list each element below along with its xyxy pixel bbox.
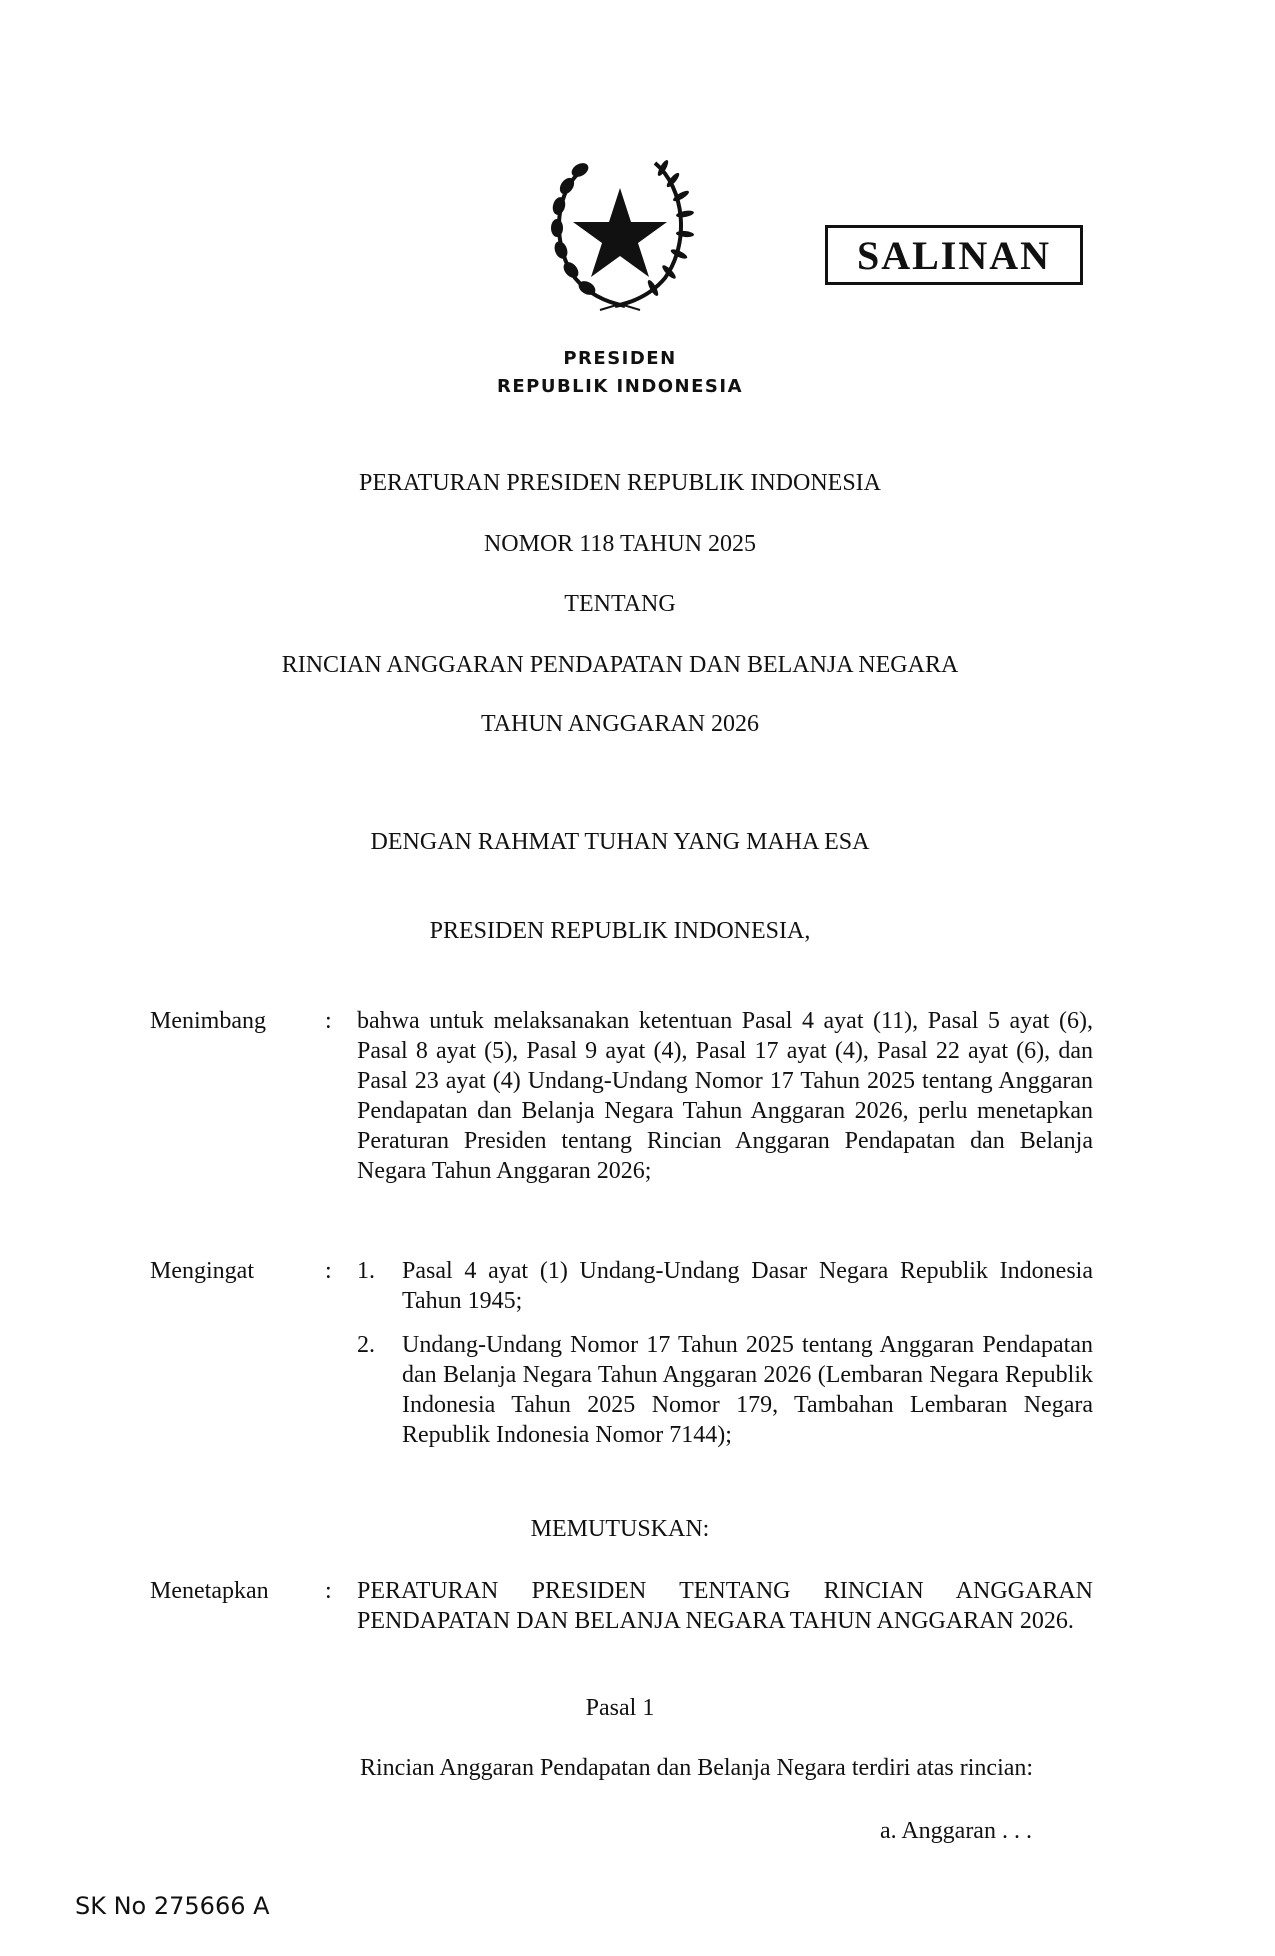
mengingat-item-2-text: Undang-Undang Nomor 17 Tahun 2025 tentang Anggaran Pendapatan dan Belanja Negara Tahun Anggaran 2026 (Lembaran Negara Republik Indonesia Tahun 2025 Nomor 179, Tambahan Lembaran Negara Republik Indonesia Nomor 7144);	[402, 1332, 1093, 1448]
menetapkan-label: Menetapkan	[150, 1578, 269, 1604]
mengingat-item-1-text: Pasal 4 ayat (1) Undang-Undang Dasar Negara Republik Indonesia Tahun 1945;	[402, 1258, 1093, 1314]
salinan-stamp	[825, 225, 1083, 285]
emblem-caption	[470, 345, 770, 401]
mengingat-item-2-number: 2.	[357, 1332, 375, 1358]
memutuskan-heading: MEMUTUSKAN:	[530, 1516, 710, 1542]
pasal-1-heading: Pasal 1	[585, 1695, 655, 1721]
menimbang-label: Menimbang	[150, 1008, 266, 1034]
menimbang-colon: :	[325, 1008, 332, 1034]
preamble-president: PRESIDEN REPUBLIK INDONESIA,	[429, 918, 811, 944]
menimbang-text: bahwa untuk melaksanakan ketentuan Pasal 4 ayat (11), Pasal 5 ayat (6), Pasal 8 ayat (5), Pasal 9 ayat (4), Pasal 17 ayat (4), Pasal 22 ayat (6), dan Pasal 23 ayat (4) Undang-Undang Nomor 17 Tahun 2025 tentang Anggaran Pendapatan dan Belanja Negara Tahun Anggaran 2026, perlu menetapkan Peraturan Presiden tentang Rincian Anggaran Pendapatan dan Belanja Negara Tahun Anggaran 2026;	[357, 1008, 1093, 1184]
emblem-caption-line1: PRESIDEN	[563, 348, 677, 369]
emblem-caption-line2: REPUBLIK INDONESIA	[496, 376, 744, 397]
garuda-star-emblem-icon	[545, 148, 695, 316]
page-continuation: a. Anggaran . . .	[880, 1818, 1032, 1844]
mengingat-label: Mengingat	[150, 1258, 254, 1284]
title-line-1: PERATURAN PRESIDEN REPUBLIK INDONESIA	[358, 470, 882, 496]
title-line-5: TAHUN ANGGARAN 2026	[480, 711, 760, 737]
title-line-3: TENTANG	[564, 591, 676, 617]
title-line-2: NOMOR 118 TAHUN 2025	[483, 531, 757, 557]
mengingat-colon: :	[325, 1258, 332, 1284]
mengingat-item-1-number: 1.	[357, 1258, 375, 1284]
pasal-1-text: Rincian Anggaran Pendapatan dan Belanja Negara terdiri atas rincian:	[360, 1755, 1034, 1781]
menetapkan-text: PERATURAN PRESIDEN TENTANG RINCIAN ANGGARAN PENDAPATAN DAN BELANJA NEGARA TAHUN ANGGARAN 2026.	[357, 1578, 1093, 1634]
title-line-4: RINCIAN ANGGARAN PENDAPATAN DAN BELANJA NEGARA	[281, 652, 959, 678]
document-code: SK No 275666 A	[75, 1892, 270, 1920]
menetapkan-colon: :	[325, 1578, 332, 1604]
preamble-blessing: DENGAN RAHMAT TUHAN YANG MAHA ESA	[370, 829, 870, 855]
salinan-label: SALINAN	[856, 232, 1052, 278]
